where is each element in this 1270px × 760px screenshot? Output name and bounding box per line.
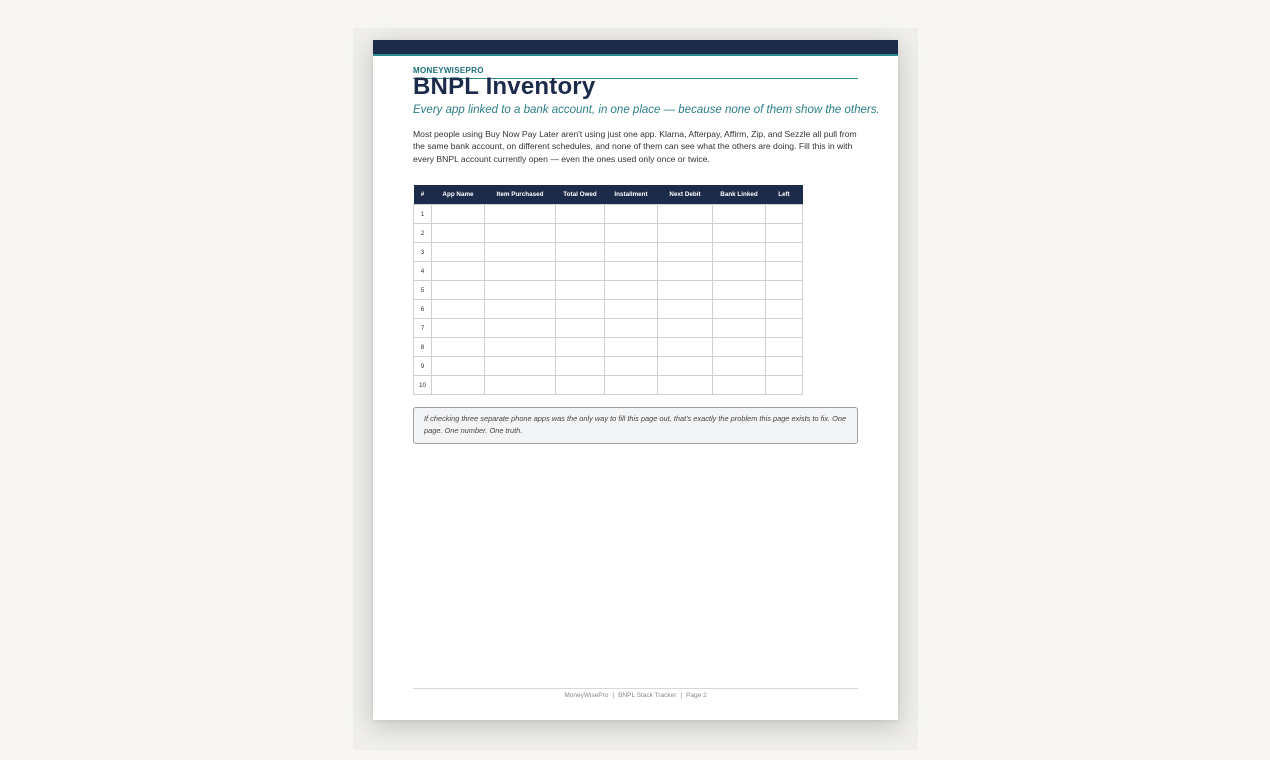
row-number: 9 bbox=[414, 357, 432, 376]
next-debit-cell[interactable] bbox=[658, 319, 713, 338]
left-cell[interactable] bbox=[766, 319, 803, 338]
bank-linked-cell[interactable] bbox=[713, 376, 766, 395]
table-row bbox=[414, 300, 803, 319]
total-owed-cell[interactable] bbox=[556, 262, 605, 281]
next-debit-cell[interactable] bbox=[658, 205, 713, 224]
installment-cell[interactable] bbox=[605, 262, 658, 281]
next-debit-cell[interactable] bbox=[658, 243, 713, 262]
app-name-cell[interactable] bbox=[432, 338, 485, 357]
left-cell[interactable] bbox=[766, 300, 803, 319]
app-name-cell[interactable] bbox=[432, 224, 485, 243]
installment-cell[interactable] bbox=[605, 376, 658, 395]
left-cell[interactable] bbox=[766, 243, 803, 262]
item-purchased-cell[interactable] bbox=[485, 224, 556, 243]
bank-linked-cell[interactable] bbox=[713, 281, 766, 300]
bank-linked-cell[interactable] bbox=[713, 338, 766, 357]
footer-separator: | bbox=[680, 692, 683, 699]
installment-cell[interactable] bbox=[605, 224, 658, 243]
bank-linked-cell[interactable] bbox=[713, 357, 766, 376]
row-number: 2 bbox=[414, 224, 432, 243]
page-footer bbox=[413, 692, 858, 699]
inventory-table bbox=[413, 185, 803, 395]
app-name-cell[interactable] bbox=[432, 300, 485, 319]
item-purchased-cell[interactable] bbox=[485, 281, 556, 300]
footer-rule bbox=[413, 688, 858, 689]
bank-linked-cell[interactable] bbox=[713, 205, 766, 224]
table-row bbox=[414, 338, 803, 357]
total-owed-cell[interactable] bbox=[556, 376, 605, 395]
item-purchased-cell[interactable] bbox=[485, 243, 556, 262]
table-header-row bbox=[414, 185, 803, 205]
row-number: 8 bbox=[414, 338, 432, 357]
item-purchased-cell[interactable] bbox=[485, 357, 556, 376]
app-name-cell[interactable] bbox=[432, 319, 485, 338]
table-row bbox=[414, 281, 803, 300]
item-purchased-cell[interactable] bbox=[485, 338, 556, 357]
table-row bbox=[414, 376, 803, 395]
row-number: 5 bbox=[414, 281, 432, 300]
total-owed-cell[interactable] bbox=[556, 300, 605, 319]
page-title: BNPL Inventory bbox=[413, 73, 596, 100]
row-number: 4 bbox=[414, 262, 432, 281]
intro-paragraph: Most people using Buy Now Pay Later aren't using just one app. Klarna, Afterpay, Affirm, Zip, and Sezzle all pull from the same bank account, on different schedules, and none of them can see what the others are doing. Fill this in with every BNPL account currently open — even the ones used only once or twice. bbox=[413, 129, 857, 164]
installment-cell[interactable] bbox=[605, 357, 658, 376]
table-row bbox=[414, 205, 803, 224]
item-purchased-cell[interactable] bbox=[485, 262, 556, 281]
total-owed-cell[interactable] bbox=[556, 205, 605, 224]
total-owed-cell[interactable] bbox=[556, 243, 605, 262]
column-header-number: # bbox=[414, 185, 432, 205]
total-owed-cell[interactable] bbox=[556, 224, 605, 243]
installment-cell[interactable] bbox=[605, 243, 658, 262]
footer-brand: MoneyWisePro bbox=[564, 692, 609, 699]
bank-linked-cell[interactable] bbox=[713, 224, 766, 243]
document-page bbox=[373, 40, 898, 720]
left-cell[interactable] bbox=[766, 357, 803, 376]
row-number: 1 bbox=[414, 205, 432, 224]
installment-cell[interactable] bbox=[605, 281, 658, 300]
app-name-cell[interactable] bbox=[432, 243, 485, 262]
total-owed-cell[interactable] bbox=[556, 319, 605, 338]
app-name-cell[interactable] bbox=[432, 205, 485, 224]
total-owed-cell[interactable] bbox=[556, 281, 605, 300]
bank-linked-cell[interactable] bbox=[713, 243, 766, 262]
page-subtitle: Every app linked to a bank account, in one place — because none of them show the others. bbox=[413, 104, 880, 116]
footer-page-number: Page 2 bbox=[686, 692, 707, 699]
footer-separator: | bbox=[612, 692, 615, 699]
column-header-installment: Installment bbox=[605, 185, 658, 205]
bank-linked-cell[interactable] bbox=[713, 300, 766, 319]
next-debit-cell[interactable] bbox=[658, 262, 713, 281]
installment-cell[interactable] bbox=[605, 338, 658, 357]
footer-doc-name: BNPL Stack Tracker bbox=[618, 692, 677, 699]
column-header-app-name: App Name bbox=[432, 185, 485, 205]
table-row bbox=[414, 243, 803, 262]
left-cell[interactable] bbox=[766, 281, 803, 300]
row-number: 6 bbox=[414, 300, 432, 319]
installment-cell[interactable] bbox=[605, 205, 658, 224]
left-cell[interactable] bbox=[766, 262, 803, 281]
next-debit-cell[interactable] bbox=[658, 376, 713, 395]
app-name-cell[interactable] bbox=[432, 281, 485, 300]
left-cell[interactable] bbox=[766, 224, 803, 243]
installment-cell[interactable] bbox=[605, 319, 658, 338]
table-row bbox=[414, 319, 803, 338]
left-cell[interactable] bbox=[766, 338, 803, 357]
bank-linked-cell[interactable] bbox=[713, 262, 766, 281]
next-debit-cell[interactable] bbox=[658, 224, 713, 243]
column-header-item-purchased: Item Purchased bbox=[485, 185, 556, 205]
column-header-next-debit: Next Debit bbox=[658, 185, 713, 205]
app-name-cell[interactable] bbox=[432, 357, 485, 376]
header-band bbox=[373, 40, 898, 56]
row-number: 10 bbox=[414, 376, 432, 395]
app-name-cell[interactable] bbox=[432, 262, 485, 281]
table-row bbox=[414, 357, 803, 376]
table-row bbox=[414, 262, 803, 281]
table-row bbox=[414, 224, 803, 243]
row-number: 7 bbox=[414, 319, 432, 338]
item-purchased-cell[interactable] bbox=[485, 300, 556, 319]
next-debit-cell[interactable] bbox=[658, 300, 713, 319]
item-purchased-cell[interactable] bbox=[485, 205, 556, 224]
installment-cell[interactable] bbox=[605, 300, 658, 319]
total-owed-cell[interactable] bbox=[556, 338, 605, 357]
left-cell[interactable] bbox=[766, 205, 803, 224]
app-name-cell[interactable] bbox=[432, 376, 485, 395]
left-cell[interactable] bbox=[766, 376, 803, 395]
item-purchased-cell[interactable] bbox=[485, 376, 556, 395]
total-owed-cell[interactable] bbox=[556, 357, 605, 376]
brand-label: MONEYWISEPRO bbox=[413, 66, 484, 75]
bank-linked-cell[interactable] bbox=[713, 319, 766, 338]
item-purchased-cell[interactable] bbox=[485, 319, 556, 338]
next-debit-cell[interactable] bbox=[658, 357, 713, 376]
callout-note: If checking three separate phone apps was the only way to fill this page out, that's exactly the problem this page exists to fix. One page. One number. One truth. bbox=[413, 407, 858, 444]
column-header-left: Left bbox=[766, 185, 803, 205]
row-number: 3 bbox=[414, 243, 432, 262]
next-debit-cell[interactable] bbox=[658, 338, 713, 357]
next-debit-cell[interactable] bbox=[658, 281, 713, 300]
column-header-total-owed: Total Owed bbox=[556, 185, 605, 205]
column-header-bank-linked: Bank Linked bbox=[713, 185, 766, 205]
